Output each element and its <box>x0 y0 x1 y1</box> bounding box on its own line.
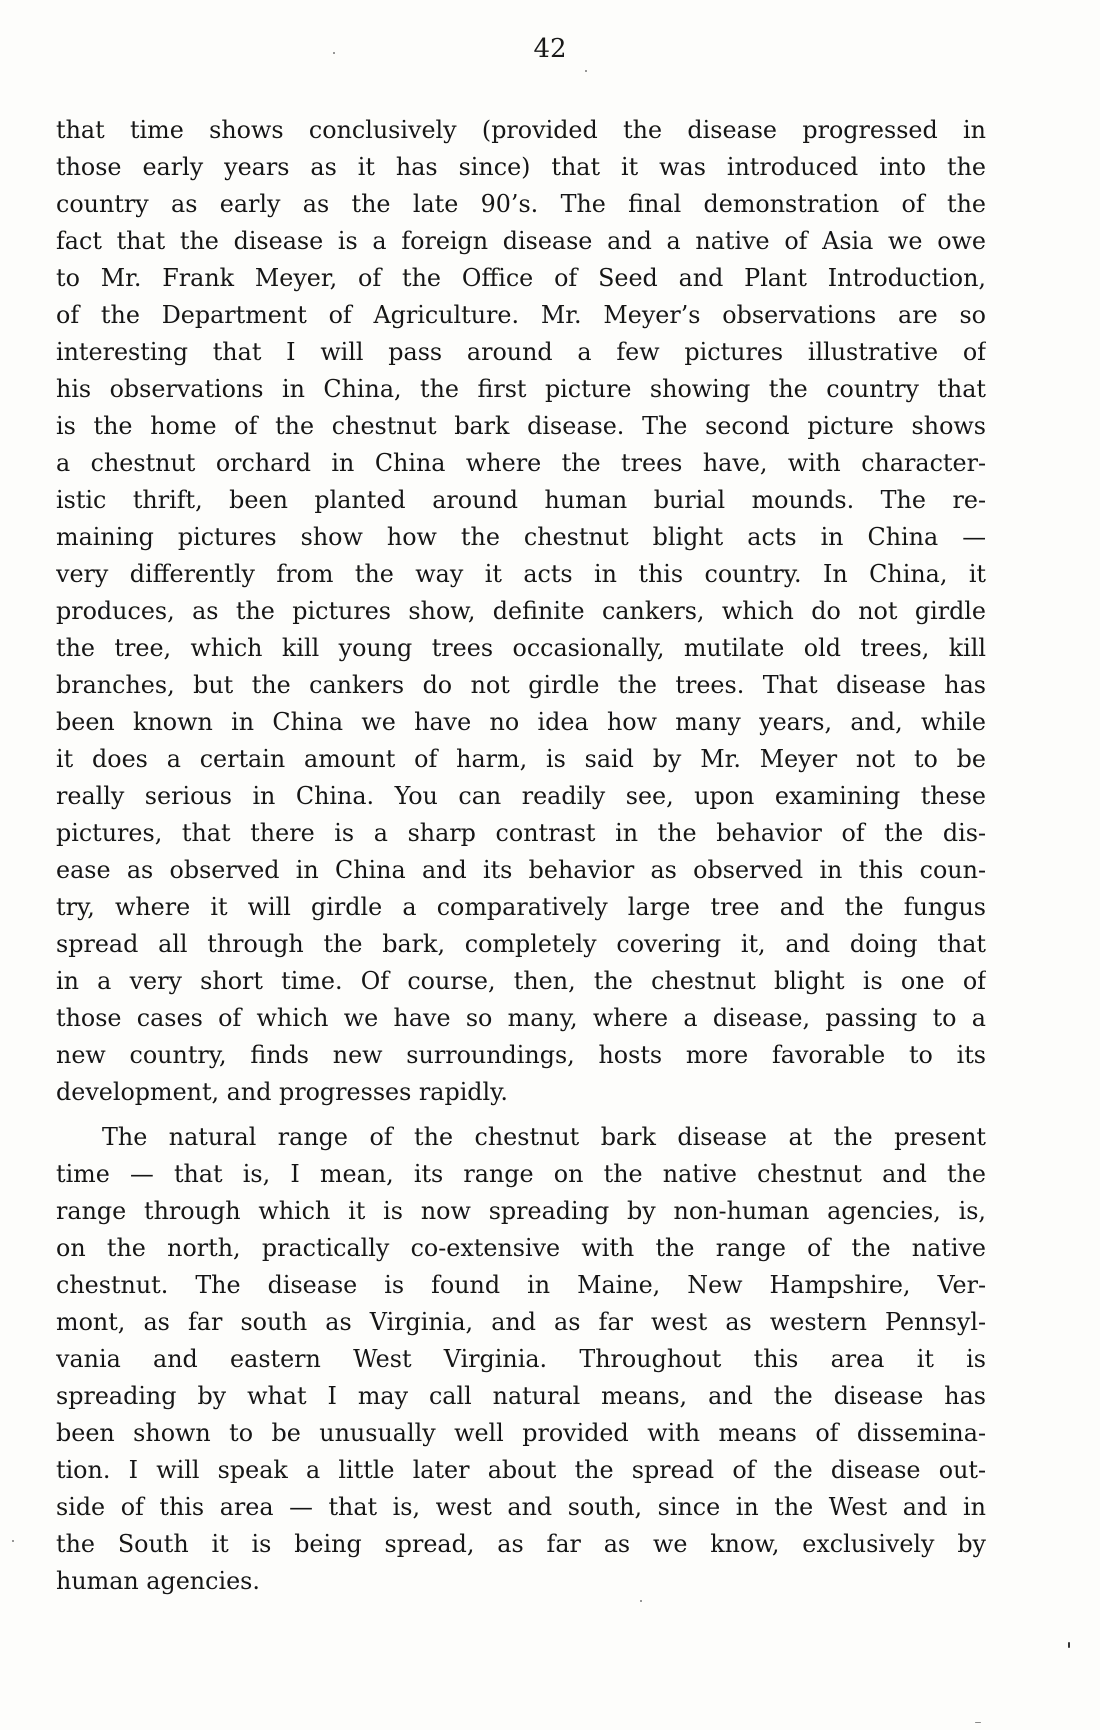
text-line: those cases of which we have so many, where a disease, passing to a <box>56 1004 986 1032</box>
paragraph-gap <box>56 1111 986 1119</box>
text-line: human agencies. <box>56 1567 260 1595</box>
text-line: of the Department of Agriculture. Mr. Meyer’s observations are so <box>56 301 986 329</box>
text-line: mont, as far south as Virginia, and as far west as western Pennsyl- <box>56 1308 986 1336</box>
text-line: chestnut. The disease is found in Maine, New Hampshire, Ver- <box>56 1271 986 1299</box>
scan-speck <box>640 1600 642 1602</box>
text-line: new country, finds new surroundings, hosts more favorable to its <box>56 1041 986 1069</box>
text-line: been known in China we have no idea how many years, and, while <box>56 708 986 736</box>
text-line: spreading by what I may call natural means, and the disease has <box>56 1382 986 1410</box>
text-line: ease as observed in China and its behavior as observed in this coun- <box>56 856 986 884</box>
text-line: spread all through the bark, completely covering it, and doing that <box>56 930 986 958</box>
text-line: that time shows conclusively (provided the disease progressed in <box>56 116 986 144</box>
text-line: maining pictures show how the chestnut blight acts in China — <box>56 523 986 551</box>
page-number: 42 <box>533 34 567 64</box>
scan-speck <box>12 1540 14 1542</box>
text-line: try, where it will girdle a comparatively large tree and the fungus <box>56 893 986 921</box>
text-line: range through which it is now spreading by non-human agencies, is, <box>56 1197 986 1225</box>
scan-speck <box>585 70 587 72</box>
text-line: on the north, practically co-extensive with the range of the native <box>56 1234 986 1262</box>
scan-speck <box>333 52 335 54</box>
text-line: produces, as the pictures show, definite cankers, which do not girdle <box>56 597 986 625</box>
text-line: been shown to be unusually well provided with means of dissemina- <box>56 1419 986 1447</box>
text-line: those early years as it has since) that it was introduced into the <box>56 153 986 181</box>
text-line: a chestnut orchard in China where the trees have, with character- <box>56 449 986 477</box>
text-line: the tree, which kill young trees occasionally, mutilate old trees, kill <box>56 634 986 662</box>
text-line: is the home of the chestnut bark disease. The second picture shows <box>56 412 986 440</box>
text-line: The natural range of the chestnut bark disease at the present <box>102 1123 986 1151</box>
text-line: development, and progresses rapidly. <box>56 1078 509 1106</box>
text-line: really serious in China. You can readily see, upon examining these <box>56 782 986 810</box>
text-line: interesting that I will pass around a few pictures illustrative of <box>56 338 986 366</box>
text-line: very differently from the way it acts in this country. In China, it <box>56 560 986 588</box>
text-line: country as early as the late 90’s. The final demonstration of the <box>56 190 986 218</box>
text-line: in a very short time. Of course, then, the chestnut blight is one of <box>56 967 986 995</box>
text-line: pictures, that there is a sharp contrast in the behavior of the dis- <box>56 819 986 847</box>
text-line: side of this area — that is, west and south, since in the West and in <box>56 1493 986 1521</box>
text-line: to Mr. Frank Meyer, of the Office of Seed and Plant Introduction, <box>56 264 986 292</box>
text-line: his observations in China, the first picture showing the country that <box>56 375 986 403</box>
text-line: it does a certain amount of harm, is said by Mr. Meyer not to be <box>56 745 986 773</box>
text-line: branches, but the cankers do not girdle the trees. That disease has <box>56 671 986 699</box>
text-line: time — that is, I mean, its range on the native chestnut and the <box>56 1160 986 1188</box>
scan-speck <box>975 1722 981 1723</box>
text-line: the South it is being spread, as far as we know, exclusively by <box>56 1530 986 1558</box>
body-text <box>56 112 986 1600</box>
text-line: tion. I will speak a little later about the spread of the disease out- <box>56 1456 986 1484</box>
text-line: vania and eastern West Virginia. Throughout this area it is <box>56 1345 986 1373</box>
text-line: istic thrift, been planted around human burial mounds. The re- <box>56 486 986 514</box>
text-line: fact that the disease is a foreign disease and a native of Asia we owe <box>56 227 986 255</box>
scan-speck <box>1068 1642 1070 1648</box>
